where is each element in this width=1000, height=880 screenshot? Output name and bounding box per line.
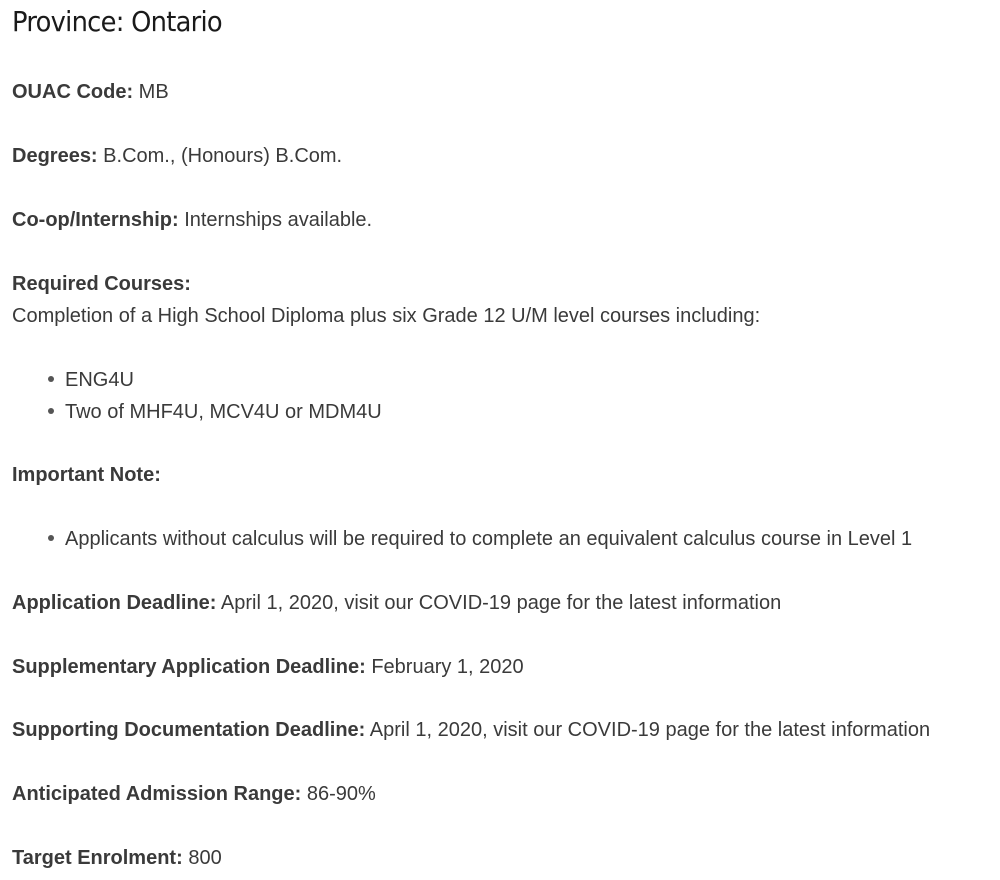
supplementary-deadline-row xyxy=(12,653,524,681)
coop-row xyxy=(12,206,372,234)
application-deadline-value: April 1, 2020, visit our COVID-19 page for the latest information xyxy=(216,592,782,614)
bullet-icon xyxy=(48,376,54,382)
degrees-row xyxy=(12,142,342,170)
degrees-label: Degrees: xyxy=(12,145,98,167)
coop-value: Internships available. xyxy=(178,209,373,231)
ouac-code-label: OUAC Code: xyxy=(12,81,134,103)
degrees-value: B.Com., (Honours) B.Com. xyxy=(97,145,343,167)
list-item xyxy=(48,398,382,426)
target-enrolment-value: 800 xyxy=(182,847,222,869)
list-item xyxy=(48,525,912,553)
page-title: Province: Ontario xyxy=(12,5,222,38)
admission-range-label: Anticipated Admission Range: xyxy=(12,783,302,805)
required-courses-description: Completion of a High School Diploma plus six Grade 12 U/M level courses including: xyxy=(12,305,761,327)
supporting-deadline-value: April 1, 2020, visit our COVID-19 page for the latest information xyxy=(365,719,931,741)
admission-range-row xyxy=(12,780,376,808)
important-note-text: Applicants without calculus will be required to complete an equivalent calculus course in Level 1 xyxy=(65,528,913,550)
list-item xyxy=(48,366,134,394)
supporting-deadline-row xyxy=(12,716,930,744)
supplementary-deadline-label: Supplementary Application Deadline: xyxy=(12,656,366,678)
bullet-icon xyxy=(48,408,54,414)
target-enrolment-label: Target Enrolment: xyxy=(12,847,183,869)
required-course-text: Two of MHF4U, MCV4U or MDM4U xyxy=(65,401,382,423)
required-courses-label: Required Courses: xyxy=(12,273,191,295)
bullet-icon xyxy=(48,535,54,541)
required-courses-heading xyxy=(12,270,191,298)
required-course-text: ENG4U xyxy=(65,369,134,391)
supplementary-deadline-value: February 1, 2020 xyxy=(365,656,524,678)
coop-label: Co-op/Internship: xyxy=(12,209,179,231)
supporting-deadline-label: Supporting Documentation Deadline: xyxy=(12,719,366,741)
target-enrolment-row xyxy=(12,844,222,872)
application-deadline-label: Application Deadline: xyxy=(12,592,217,614)
ouac-code-row xyxy=(12,78,169,106)
application-deadline-row xyxy=(12,589,781,617)
important-note-heading xyxy=(12,461,161,489)
important-note-label: Important Note: xyxy=(12,464,161,486)
ouac-code-value: MB xyxy=(133,81,169,103)
admission-range-value: 86-90% xyxy=(301,783,376,805)
